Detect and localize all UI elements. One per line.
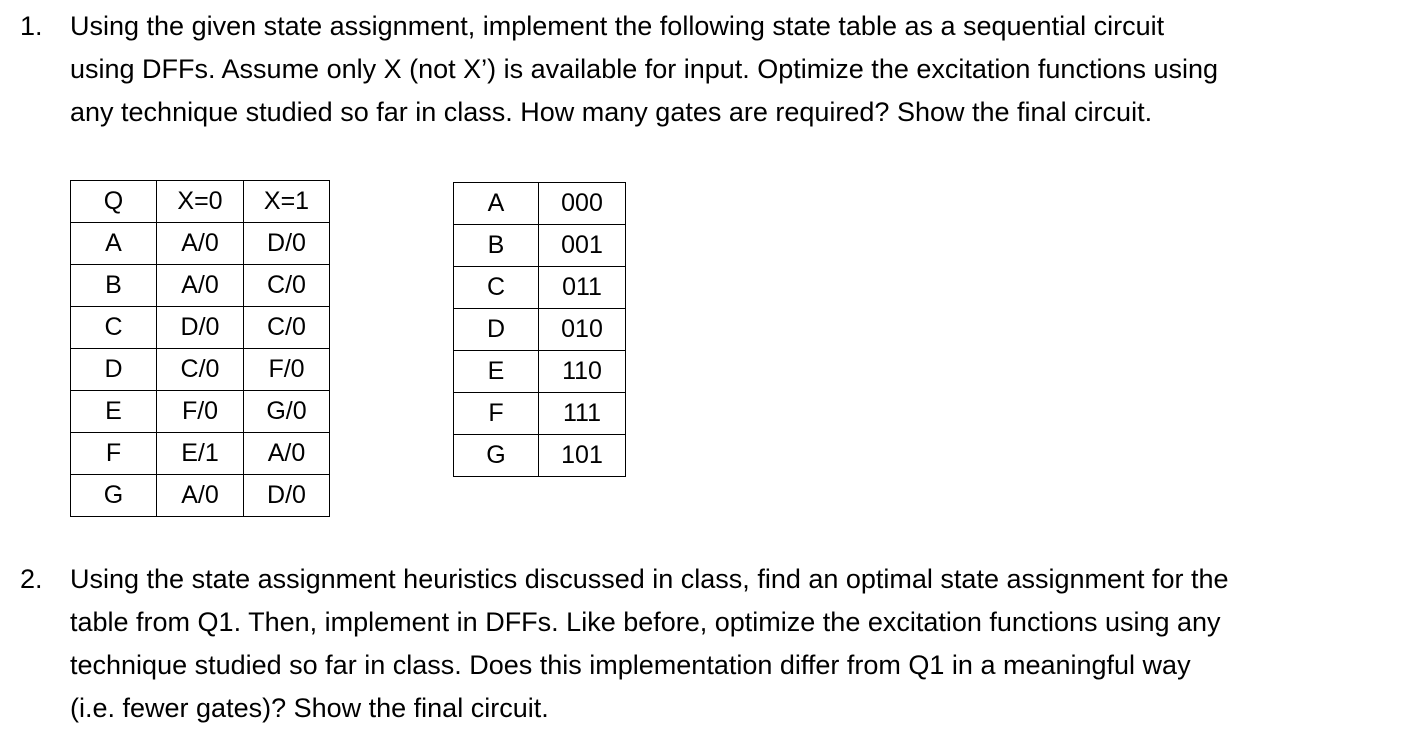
header-cell: X=1 bbox=[244, 181, 330, 223]
header-cell: Q bbox=[71, 181, 157, 223]
table-cell: B bbox=[454, 225, 539, 267]
question-line: using DFFs. Assume only X (not X’) is available for input. Optimize the excitation functions using bbox=[70, 54, 1219, 84]
table-cell: 001 bbox=[539, 225, 626, 267]
table-cell: B bbox=[71, 265, 157, 307]
table-row bbox=[71, 307, 330, 349]
table-cell: E bbox=[71, 391, 157, 433]
table-cell: F/0 bbox=[157, 391, 244, 433]
question-number: 2. bbox=[20, 564, 43, 594]
table-row bbox=[454, 393, 626, 435]
table-cell: 101 bbox=[539, 435, 626, 477]
table-cell: A/0 bbox=[157, 475, 244, 517]
table-cell: D/0 bbox=[157, 307, 244, 349]
table-row bbox=[71, 391, 330, 433]
table-cell: G bbox=[454, 435, 539, 477]
table-row bbox=[71, 475, 330, 517]
table-row bbox=[71, 265, 330, 307]
question-line: Using the given state assignment, implement the following state table as a sequential circuit bbox=[70, 11, 1165, 41]
question-line: Using the state assignment heuristics discussed in class, find an optimal state assignment for the bbox=[70, 564, 1229, 594]
table-cell: 000 bbox=[539, 183, 626, 225]
table-cell: 111 bbox=[539, 393, 626, 435]
table-cell: E bbox=[454, 351, 539, 393]
table-cell: C/0 bbox=[157, 349, 244, 391]
table-cell: A bbox=[454, 183, 539, 225]
table-row bbox=[454, 435, 626, 477]
table-cell: F/0 bbox=[244, 349, 330, 391]
table-row bbox=[454, 351, 626, 393]
header-cell: X=0 bbox=[157, 181, 244, 223]
table-cell: C bbox=[71, 307, 157, 349]
table-row bbox=[454, 183, 626, 225]
table-cell: C/0 bbox=[244, 307, 330, 349]
question-number: 1. bbox=[20, 11, 43, 41]
question-line: any technique studied so far in class. How many gates are required? Show the final circuit. bbox=[70, 97, 1153, 127]
table-cell: A bbox=[71, 223, 157, 265]
table-row bbox=[71, 349, 330, 391]
table-cell: 011 bbox=[539, 267, 626, 309]
table-cell: E/1 bbox=[157, 433, 244, 475]
table-cell: G/0 bbox=[244, 391, 330, 433]
table-cell: G bbox=[71, 475, 157, 517]
table-cell: A/0 bbox=[244, 433, 330, 475]
question-line: technique studied so far in class. Does this implementation differ from Q1 in a meaningful way bbox=[70, 650, 1191, 680]
table-cell: A/0 bbox=[157, 223, 244, 265]
table-row bbox=[71, 223, 330, 265]
table-row bbox=[454, 225, 626, 267]
table-cell: C/0 bbox=[244, 265, 330, 307]
question-text bbox=[70, 5, 1370, 134]
table-cell: D/0 bbox=[244, 223, 330, 265]
question-text bbox=[70, 558, 1370, 730]
table-cell: 010 bbox=[539, 309, 626, 351]
table-cell: D bbox=[71, 349, 157, 391]
table-header-row bbox=[71, 181, 330, 223]
table-cell: F bbox=[454, 393, 539, 435]
table-cell: 110 bbox=[539, 351, 626, 393]
question-line: (i.e. fewer gates)? Show the final circuit. bbox=[70, 693, 549, 723]
table-row bbox=[71, 433, 330, 475]
state-assignment-table bbox=[453, 182, 626, 477]
state-table bbox=[70, 180, 330, 517]
table-cell: C bbox=[454, 267, 539, 309]
table-cell: F bbox=[71, 433, 157, 475]
question-line: table from Q1. Then, implement in DFFs. Like before, optimize the excitation functions using any bbox=[70, 607, 1221, 637]
table-row bbox=[454, 267, 626, 309]
table-cell: D/0 bbox=[244, 475, 330, 517]
table-cell: D bbox=[454, 309, 539, 351]
table-row bbox=[454, 309, 626, 351]
table-cell: A/0 bbox=[157, 265, 244, 307]
